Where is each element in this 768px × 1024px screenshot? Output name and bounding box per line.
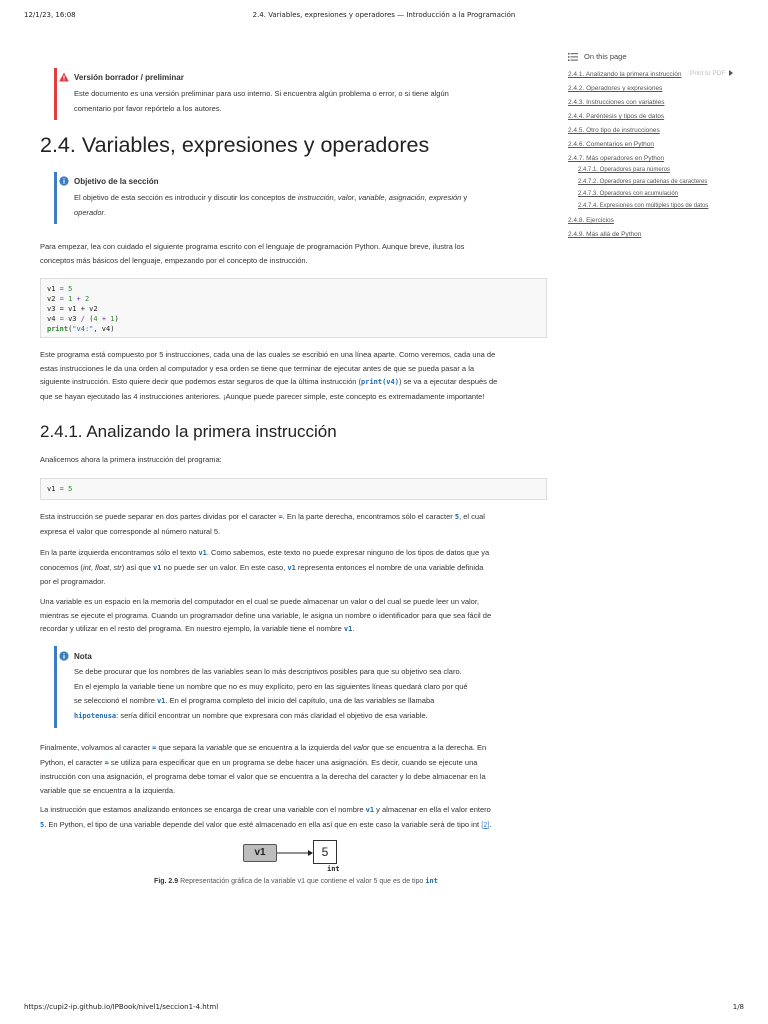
objective-title: Objetivo de la sección — [74, 177, 159, 186]
toc-item-2-4-6[interactable]: 2.4.6. Comentarios en Python — [568, 141, 654, 148]
code-line-3: v3 = v1 + v2 — [47, 305, 98, 313]
toc-item-2-4-5[interactable]: 2.4.5. Otro tipo de instrucciones — [568, 127, 660, 134]
toc-item-2-4-8[interactable]: 2.4.8. Ejercicios — [568, 217, 614, 224]
figure-value-box: 5 — [313, 840, 337, 864]
warning-line-1: Este documento es una versión preliminar para uso interno. Si encuentra algún problema o error, o si tiene algún — [74, 89, 449, 98]
paragraph-assignment: Finalmente, volvamos al caracter = que separa la variable que se encuentra a la izquierda del valor que se encuentra a la derecha. En Python, el caracter = se utiliza para especificar que en un programa se debe hacer una asignación. Es decir, cuando se ejecute una instrucción con una asignación, el programa debe tomar el valor que se encuentra a la derecha del caracter y lo debe almacenar en la variable que se encuentra a la izquierda. — [40, 743, 487, 795]
code-line-1: v1 = 5 — [47, 285, 73, 293]
code-line-2: v2 = 1 + 2 — [47, 295, 90, 303]
objective-box — [54, 172, 552, 224]
code-line-single: v1 = 5 — [47, 485, 73, 493]
print-doc-title: 2.4. Variables, expresiones y operadores — Introducción a la Programación — [252, 11, 516, 19]
intro-paragraph: Para empezar, lea con cuidado el siguiente programa escrito con el lenguaje de programación Python. Aunque breve, ilustra los conceptos más básicos del lenguaje, empezando por el concepto de instrucción. — [40, 242, 465, 265]
figure-type-label: int — [327, 865, 340, 873]
arrow-icon — [277, 849, 313, 857]
toc-item-2-4-7-1[interactable]: 2.4.7.1. Operadores para números — [578, 167, 671, 173]
code-line-5: print("v4:", v4) — [47, 325, 115, 333]
code-line-4: v4 = v3 / (4 + 1) — [47, 315, 119, 323]
objective-line-1: El objetivo de esta sección es introducir y discutir los conceptos de instrucción, valor, variable, asignación, expresión y — [74, 193, 468, 202]
print-to-pdf-label: Print to PDF — [690, 70, 726, 77]
info-icon — [59, 176, 69, 186]
toc-item-2-4-4[interactable]: 2.4.4. Paréntesis y tipos de datos — [568, 113, 665, 120]
toc-sidebar — [568, 52, 744, 244]
toc-header — [568, 52, 744, 66]
variable-figure — [40, 838, 552, 893]
inline-code-print: print(v4) — [361, 378, 399, 386]
toc-item-2-4-2[interactable]: 2.4.2. Operadores y expresiones — [568, 85, 663, 92]
list-icon — [568, 53, 578, 61]
toc-item-2-4-7-3[interactable]: 2.4.7.3. Operadores con acumulación — [578, 191, 679, 197]
toc-item-2-4-9[interactable]: 2.4.9. Más allá de Python — [568, 231, 642, 238]
print-url: https://cupi2-ip.github.io/IPBook/nivel1/seccion1-4.html — [24, 1003, 219, 1011]
toc-item-2-4-7-2[interactable]: 2.4.7.2. Operadores para cadenas de caracteres — [578, 179, 708, 185]
note-line-1: Se debe procurar que los nombres de las variables sean lo más descriptivos posibles para que su objetivo sea claro. — [74, 667, 462, 676]
note-line-2: En el ejemplo la variable tiene un nombre que no es muy explícito, pero en las siguientes líneas quedará claro por qué — [74, 681, 468, 691]
program-paragraph: Este programa está compuesto por 5 instrucciones, cada una de las cuales se escribió en una línea aparte. Como veremos, cada una de estas instrucciones le da una orden al computador y esa orden se tiene que terminar de ejecutar antes de que se pueda pasar a la siguiente instrucción. Esto quiere decir que podemos estar seguros de que la última instrucción (print(v4)) se va a ejecutar después de que se hayan ejecutado las 4 instrucciones anteriores. ¡Aunque puede parecer simple, este concepto es extremadamente importante! — [40, 350, 498, 401]
toc-header-label: On this page — [584, 52, 627, 61]
toc-list — [568, 70, 744, 239]
paragraph-left-side: En la parte izquierda encontramos sólo el texto v1. Como sabemos, este texto no puede expresar ninguno de los tipos de datos que ya conocemos (int, float, str) así que v1 no puede ser un valor. En este caso, v1 representa entonces el nombre de una variable definida por el programador. — [40, 548, 490, 586]
print-date: 12/1/23, 16:08 — [24, 11, 76, 19]
page-title: 2.4. Variables, expresiones y operadores — [40, 133, 430, 157]
note-title: Nota — [74, 652, 92, 661]
draft-warning — [54, 68, 552, 120]
print-header — [24, 11, 744, 23]
toc-item-2-4-1[interactable]: 2.4.1. Analizando la primera instrucción — [568, 71, 682, 78]
warning-title: Versión borrador / preliminar — [74, 73, 184, 82]
chevron-right-icon — [729, 70, 733, 76]
toc-item-2-4-7-4[interactable]: 2.4.7.4. Expresiones con múltiples tipos de datos — [578, 203, 709, 209]
paragraph-variable-definition: Una variable es un espacio en la memoria del computador en el cual se puede almacenar un valor o del cual se puede leer un valor, mientras se ejecute el programa. Cuando un programador define una variable, le asigna un nombre o identificador para que sea fácil de recordar y utilizar en el resto del programa. En nuestro ejemplo, la variable tiene el nombre v1. — [40, 597, 492, 633]
figure-variable-label: v1 — [243, 844, 277, 862]
program-code-block[interactable] — [40, 278, 547, 338]
note-line-4: hipotenusa: sería difícil encontrar un nombre que expresara con más claridad el objetivo de esa variable. — [74, 710, 428, 720]
note-line-3: se seleccionó el nombre v1. En el programa completo del inicio del capítulo, una de las variables se llamaba — [74, 696, 435, 705]
print-page-number: 1/8 — [732, 1003, 744, 1011]
warning-line-2: comentario por favor repórtelo a los autores. — [74, 103, 222, 113]
analyze-paragraph: Analicemos ahora la primera instrucción del programa: — [40, 455, 222, 464]
toc-item-2-4-7[interactable]: 2.4.7. Más operadores en Python — [568, 155, 665, 162]
print-footer — [24, 1003, 744, 1015]
footnote-link[interactable]: [2] — [481, 819, 490, 829]
print-to-pdf-button[interactable] — [690, 70, 733, 77]
warning-icon — [59, 72, 69, 82]
paragraph-parts: Esta instrucción se puede separar en dos partes dividas por el caracter =. En la parte derecha, encontramos sólo el caracter 5, el cual expresa el valor que corresponde al número natural 5. — [40, 512, 485, 536]
paragraph-creation: La instrucción que estamos analizando entonces se encarga de crear una variable con el nombre v1 y almacenar en ella el valor entero 5. En Python, el tipo de una variable depende del valor que esté almacenado en ella así que en este caso la variable será de tipo int [2]. — [40, 805, 492, 829]
info-icon — [59, 651, 69, 661]
toc-item-2-4-3[interactable]: 2.4.3. Instrucciones con variables — [568, 99, 665, 106]
section-title: 2.4.1. Analizando la primera instrucción — [40, 422, 337, 441]
figure-caption: Fig. 2.9 Representación gráfica de la variable v1 que contiene el valor 5 que es de tipo int — [154, 877, 438, 885]
single-code-block[interactable] — [40, 478, 547, 500]
note-box — [54, 646, 552, 728]
objective-line-2: operador. — [74, 207, 107, 217]
